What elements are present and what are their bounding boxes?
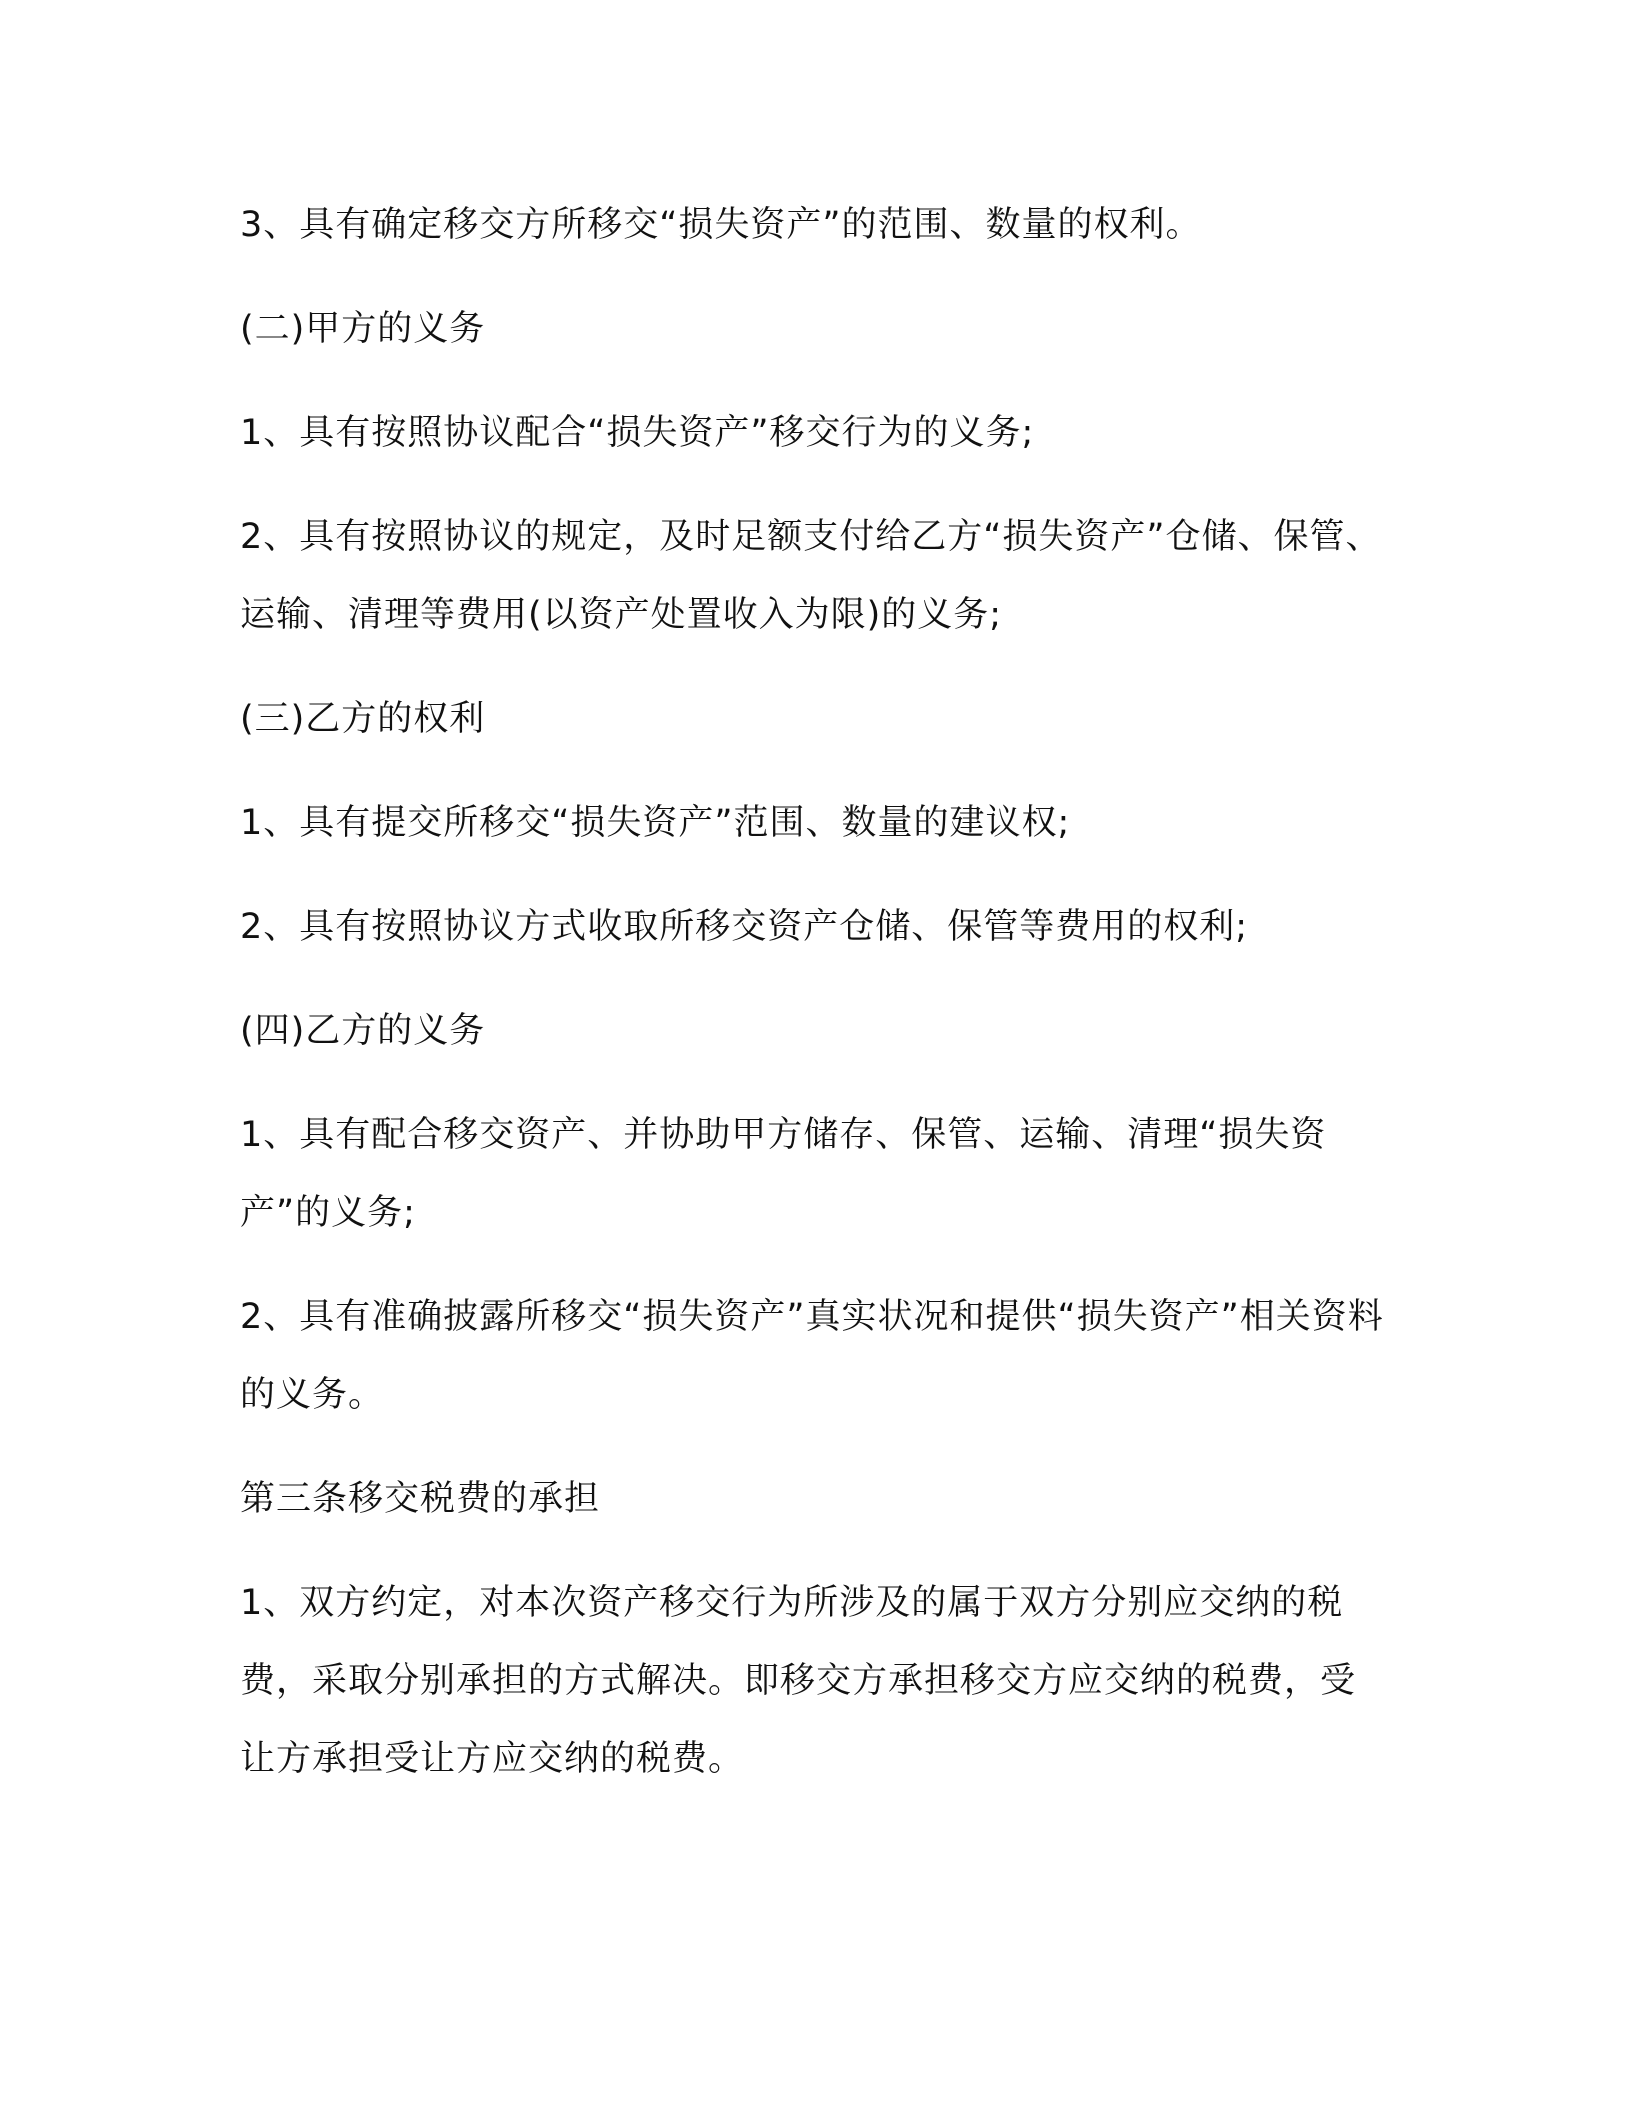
paragraph-10: 2、具有准确披露所移交“损失资产”真实状况和提供“损失资产”相关资料的义务。: [240, 1297, 1384, 1415]
document-body: [240, 186, 1390, 1824]
article-heading-11: 第三条移交税费的承担: [240, 1479, 601, 1519]
paragraph-9: 1、具有配合移交资产、并协助甲方储存、保管、运输、清理“损失资产”的义务;: [240, 1115, 1327, 1233]
section-heading-5: (三)乙方的权利: [240, 699, 486, 739]
paragraph-1: 3、具有确定移交方所移交“损失资产”的范围、数量的权利。: [240, 205, 1202, 245]
paragraph-3: 1、具有按照协议配合“损失资产”移交行为的义务;: [240, 413, 1035, 453]
paragraph-6: 1、具有提交所移交“损失资产”范围、数量的建议权;: [240, 803, 1071, 843]
section-heading-8: (四)乙方的义务: [240, 1011, 486, 1051]
paragraph-12: 1、双方约定，对本次资产移交行为所涉及的属于双方分别应交纳的税费，采取分别承担的方式解决。即移交方承担移交方应交纳的税费，受让方承担受让方应交纳的税费。: [240, 1583, 1357, 1779]
paragraph-4: 2、具有按照协议的规定，及时足额支付给乙方“损失资产”仓储、保管、运输、清理等费用(以资产处置收入为限)的义务;: [240, 517, 1382, 635]
paragraph-7: 2、具有按照协议方式收取所移交资产仓储、保管等费用的权利;: [240, 907, 1249, 947]
section-heading-2: (二)甲方的义务: [240, 309, 486, 349]
